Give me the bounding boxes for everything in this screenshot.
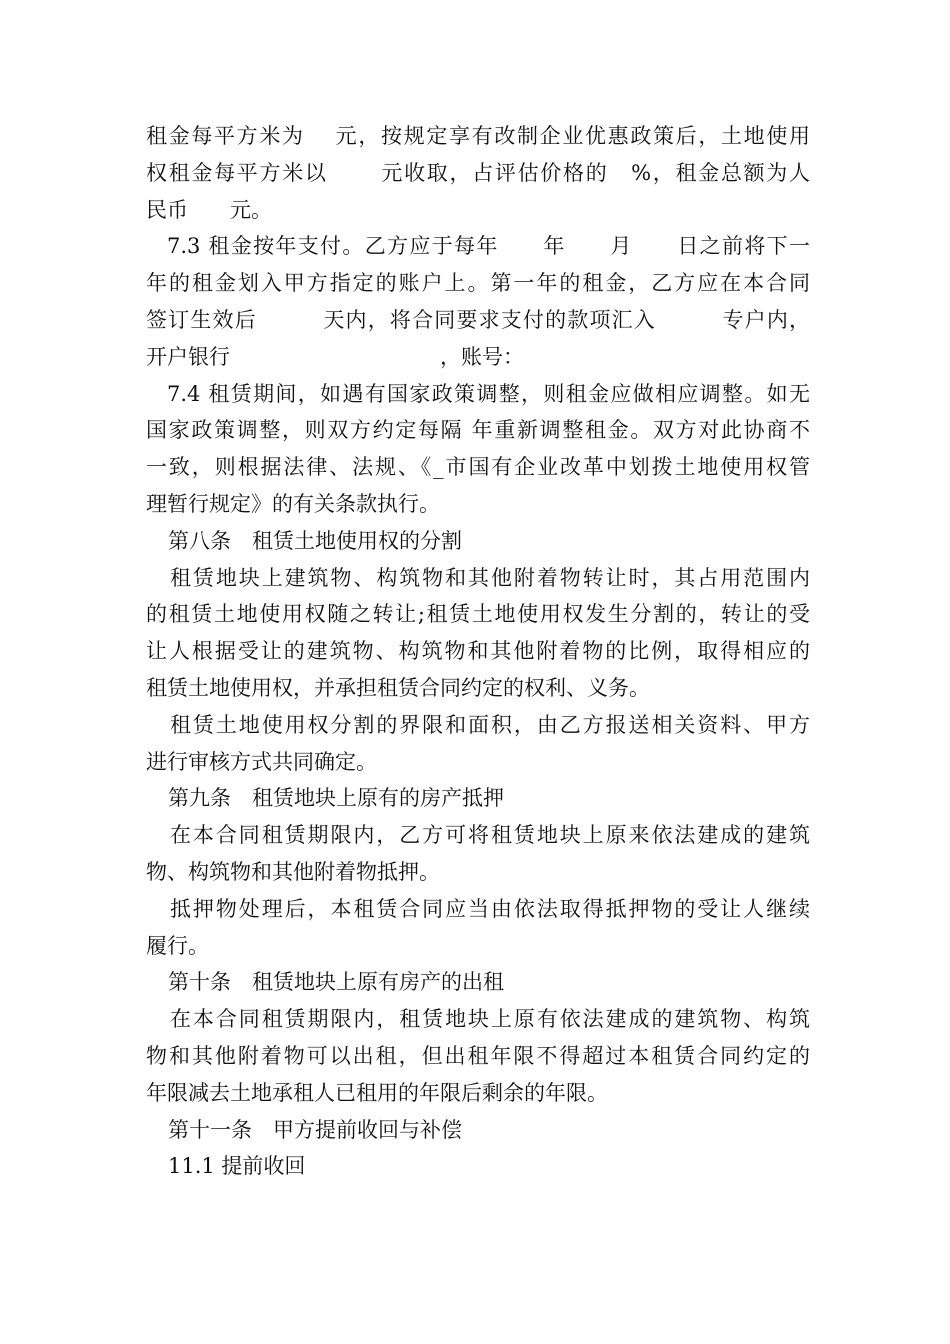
- text-line: 在本合同租赁期限内，乙方可将租赁地块上原来依法建成的建筑: [170, 823, 810, 848]
- text-line: 租赁地块上建筑物、构筑物和其他附着物转让时，其占用范围内: [170, 565, 810, 590]
- text-line: 抵押物处理后，本租赁合同应当由依法取得抵押物的受让人继续: [170, 896, 810, 921]
- text-line: 在本合同租赁期限内，租赁地块上原有依法建成的建筑物、构筑: [170, 1007, 810, 1032]
- text-line: 物和其他附着物可以出租，但出租年限不得超过本租赁合同约定的: [146, 1043, 810, 1068]
- section-heading: 第十条 租赁地块上原有房产的出租: [168, 970, 504, 995]
- text-line: 租金每平方米为 元，按规定享有改制企业优惠政策后，土地使用: [146, 124, 810, 148]
- text-line: 让人根据受让的建筑物、构筑物和其他附着物的比例，取得相应的: [146, 639, 810, 664]
- text-line: 理暂行规定》的有关条款执行。: [146, 491, 440, 516]
- section-heading: 第八条 租赁土地使用权的分割: [168, 528, 462, 553]
- text-line: 的租赁土地使用权随之转让;租赁土地使用权发生分割的，转让的受: [146, 602, 810, 627]
- text-line: 履行。: [146, 933, 209, 958]
- text-line: 年的租金划入甲方指定的账户上。第一年的租金，乙方应在本合同: [146, 271, 810, 296]
- document-page: [146, 118, 810, 1185]
- text-line: 进行审核方式共同确定。: [146, 749, 377, 774]
- text-line: 年限减去土地承租人已租用的年限后剩余的年限。: [146, 1080, 608, 1105]
- text-line: 开户银行 ，账号：: [146, 344, 524, 369]
- text-line: 7.4 租赁期间，如遇有国家政策调整，则租金应做相应调整。如无: [167, 381, 810, 406]
- text-line: 权租金每平方米以 元收取，占评估价格的 %，租金总额为人: [146, 160, 810, 185]
- text-line: 民币 元。: [146, 197, 272, 222]
- text-line: 一致，则根据法律、法规、《_市国有企业改革中划拨土地使用权管: [146, 455, 810, 480]
- text-line: 7.3 租金按年支付。乙方应于每年 年 月 日之前将下一: [167, 234, 810, 259]
- text-line: 国家政策调整，则双方约定每隔 年重新调整租金。双方对此协商不: [146, 418, 810, 443]
- section-heading: 第十一条 甲方提前收回与补偿: [168, 1117, 462, 1142]
- text-line: 签订生效后 天内，将合同要求支付的款项汇入 专户内，: [146, 307, 810, 332]
- subsection-heading: 11.1 提前收回: [168, 1154, 306, 1179]
- text-line: 租赁土地使用权分割的界限和面积，由乙方报送相关资料、甲方: [170, 712, 810, 737]
- section-heading: 第九条 租赁地块上原有的房产抵押: [168, 786, 504, 811]
- text-line: 租赁土地使用权，并承担租赁合同约定的权利、义务。: [146, 675, 650, 700]
- text-line: 物、构筑物和其他附着物抵押。: [146, 859, 440, 884]
